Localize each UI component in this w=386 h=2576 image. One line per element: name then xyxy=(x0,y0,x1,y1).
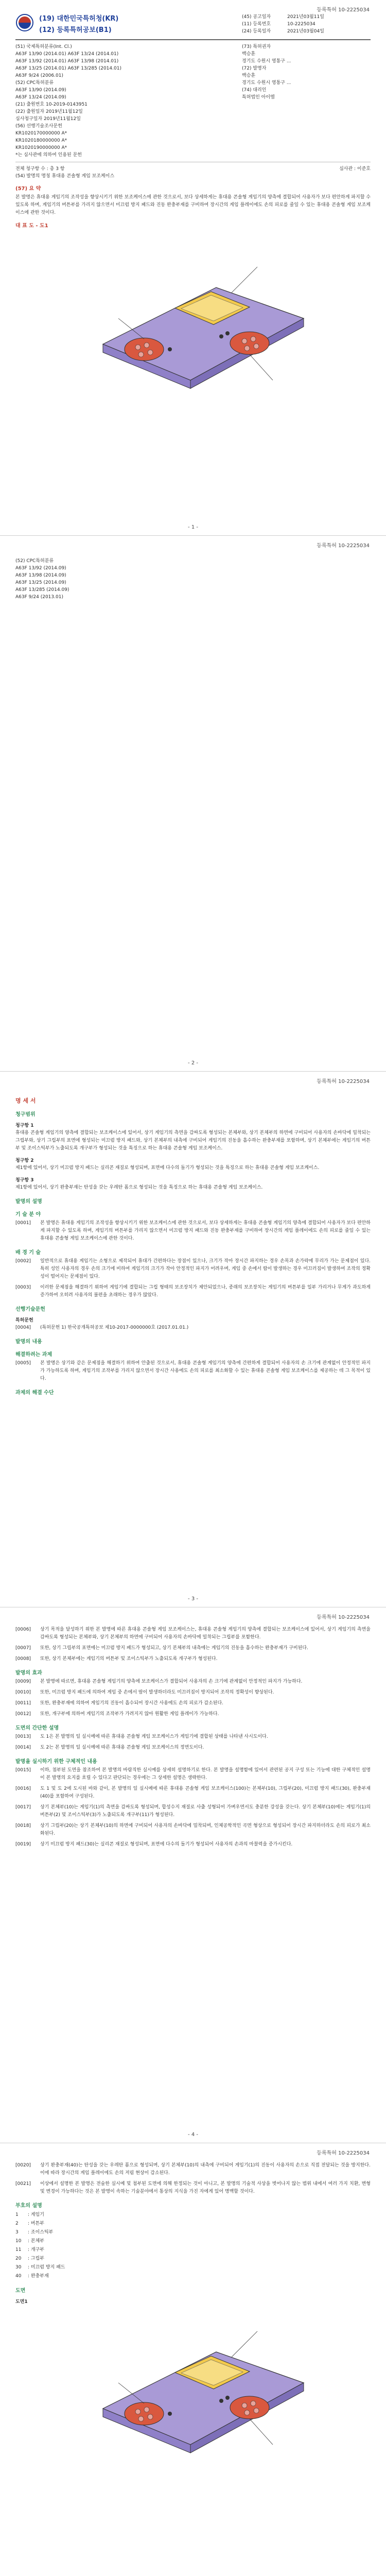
reg-date-value: 2021년03월04일 xyxy=(287,29,324,34)
paragraph xyxy=(15,1258,371,1281)
representative-figure xyxy=(15,231,371,401)
effect-heading: 발명의 효과 xyxy=(15,1670,42,1676)
paragraph-text: 일반적으로 휴대용 게임기는 소형으로 제작되어 휴대가 간편하다는 장점이 있으나, 크기가 작아 장시간 파지하는 경우 손목과 손가락에 무리가 가는 문제점이 있다. 특히 성인 사용자의 경우 손의 크기에 비하여 게임기의 크기가 작아 안정적인 파지가 어려우며, 게임 중 손에서 땀이 발생하는 경우 미끄러짐이 발생하여 조작의 정확성이 떨어지는 문제점이 있다. xyxy=(40,1259,371,1279)
paragraph-text: 또한, 완충부재에 의하여 게임기의 진동이 흡수되어 장시간 사용에도 손의 피로가 감소된다. xyxy=(40,1701,224,1706)
paragraph-number: [0008] xyxy=(15,1656,31,1662)
biblio-line: 백승훈 xyxy=(242,73,256,78)
representative-figure-heading: 대 표 도 - 도1 xyxy=(15,223,48,229)
paragraph xyxy=(15,1645,371,1652)
sign-number: 3 xyxy=(15,2230,19,2235)
paragraph xyxy=(15,1733,371,1741)
doc-number: 등록특허 10-2225034 xyxy=(317,543,370,549)
paragraph xyxy=(15,1785,371,1801)
description-heading: 발명의 설명 xyxy=(15,1199,42,1205)
biblio-line: A63F 13/25 (2014.01) A63F 13/285 (2014.01) xyxy=(15,66,121,71)
bibliographic-data xyxy=(15,43,371,159)
paragraph-number: [0003] xyxy=(15,1285,31,1290)
cpc-line: A63F 13/98 (2014.09) xyxy=(15,573,66,578)
sign-number: 1 xyxy=(15,2212,19,2217)
page-1 xyxy=(0,0,386,536)
page-number: - 1 - xyxy=(188,524,198,530)
paragraph-number: [0011] xyxy=(15,1701,31,1706)
paragraph-number: [0004] xyxy=(15,1325,31,1330)
cpc-line: A63F 13/285 (2014.09) xyxy=(15,587,69,592)
claim-2-text: 제1항에 있어서, 상기 미끄럼 방지 패드는 실리콘 재질로 형성되며, 표면에 다수의 돌기가 형성되는 것을 특징으로 하는 휴대용 콘솔형 게임 보조케이스. xyxy=(15,1165,320,1171)
problem-heading: 해결하려는 과제 xyxy=(15,1352,52,1358)
biblio-line: (73) 특허권자 xyxy=(242,44,271,49)
biblio-line: KR1020180000000 A* xyxy=(15,138,67,143)
paragraph-number: [0001] xyxy=(15,1221,31,1226)
biblio-line: (74) 대리인 xyxy=(242,88,267,93)
paragraph-number: [0016] xyxy=(15,1786,31,1791)
biblio-line: (22) 출원일자 2019년11월12일 xyxy=(15,109,83,114)
paragraph-number: [0013] xyxy=(15,1734,31,1739)
sign-text: : 미끄럼 방지 패드 xyxy=(28,2265,65,2270)
paragraph-number: [0020] xyxy=(15,2163,31,2168)
detailed-description-heading: 발명을 실시하기 위한 구체적인 내용 xyxy=(15,1759,97,1765)
paragraph xyxy=(15,1689,371,1697)
office-name: (19) 대한민국특허청(KR) xyxy=(39,15,119,23)
biblio-line: 심사청구일자 2019년11월12일 xyxy=(15,116,81,122)
sign-text: : 조이스틱부 xyxy=(28,2230,54,2235)
claim-3-text: 제1항에 있어서, 상기 완충부재는 탄성을 갖는 우레탄 폼으로 형성되는 것을 특징으로 하는 휴대용 콘솔형 게임 보조케이스. xyxy=(15,1185,263,1190)
claim-1-text: 휴대용 콘솔형 게임기의 양측에 결합되는 보조케이스에 있어서, 상기 게임기의 측면을 감싸도록 형성되는 본체부와, 상기 본체부의 하면에 구비되어 사용자의 손바닥에 밀착되는 그립부와, 상기 그립부의 표면에 형성되는 미끄럼 방지 패드와, 상기 본체부의 내측에 구비되어 게임기의 진동을 흡수하는 완충부재를 포함하며, 상기 본체부에는 게임기의 버튼부 및 조이스틱부가 노출되도록 개구부가 형성되는 것을 특징으로 하는 휴대용 콘솔형 게임 보조케이스. xyxy=(15,1130,371,1151)
sign-number: 10 xyxy=(15,2239,22,2244)
paragraph xyxy=(15,1700,371,1707)
cpc-line: A63F 13/92 (2014.09) xyxy=(15,566,66,571)
paragraph-text: 또한, 개구부에 의하여 게임기의 조작부가 가려지지 않아 원활한 게임 플레이가 가능하다. xyxy=(40,1711,219,1717)
biblio-line: KR1020170000000 A* xyxy=(15,131,67,136)
cpc-list xyxy=(15,557,371,601)
claims-heading: 청구범위 xyxy=(15,1112,36,1117)
paragraph xyxy=(15,1744,371,1752)
sign-item xyxy=(15,2228,371,2237)
pub-date-value: 2021년03월11일 xyxy=(287,14,324,20)
paragraph xyxy=(15,1710,371,1718)
paragraph xyxy=(15,1324,371,1332)
specification-heading: 명 세 서 xyxy=(15,1097,36,1104)
invention-title: (54) 발명의 명칭 휴대용 콘솔형 게임 보조케이스 xyxy=(15,174,115,179)
sign-item xyxy=(15,2219,371,2228)
sign-item xyxy=(15,2272,371,2281)
page-5 xyxy=(0,2143,386,2576)
brief-drawings-heading: 도면의 간단한 설명 xyxy=(15,1725,59,1731)
field-heading: 기 술 분 야 xyxy=(15,1212,41,1217)
claim-2-heading: 청구항 2 xyxy=(15,1158,34,1163)
page-4 xyxy=(0,1607,386,2143)
paragraph xyxy=(15,1655,371,1663)
paragraph xyxy=(15,1822,371,1838)
biblio-left xyxy=(15,43,242,159)
paragraph-text: 이상에서 설명한 본 발명은 전술한 실시예 및 첨부된 도면에 의해 한정되는 것이 아니고, 본 발명의 기술적 사상을 벗어나지 않는 범위 내에서 여러 가지 치환, 변형 및 변경이 가능하다는 것은 본 발명이 속하는 기술분야에서 통상의 지식을 가진 자에게 있어 명백할 것이다. xyxy=(40,2181,371,2194)
paragraph xyxy=(15,2162,371,2177)
claims-count: 전체 청구항 수 : 총 3 항 xyxy=(15,166,65,172)
biblio-line: A63F 13/92 (2014.01) A63F 13/98 (2014.01) xyxy=(15,59,119,64)
paragraph-number: [0015] xyxy=(15,1768,31,1773)
paragraph xyxy=(15,1804,371,1819)
paragraph-text: 이러한 문제점을 해결하기 위하여 게임기에 결합되는 그립 형태의 보조장치가 제안되었으나, 종래의 보조장치는 게임기의 버튼부를 일부 가리거나 무게가 과도하게 증가하여 오히려 사용자의 불편을 초래하는 경우가 많았다. xyxy=(40,1285,371,1298)
paragraph xyxy=(15,1767,371,1782)
doc-number: 등록특허 10-2225034 xyxy=(317,1079,370,1084)
paragraph-text: 상기 본체부(10)는 게임기(1)의 측면을 감싸도록 형성되며, 합성수지 재질로 사출 성형되어 가벼우면서도 충분한 강성을 갖는다. 상기 본체부(10)에는 게임기(1)의 버튼부(2) 및 조이스틱부(3)가 노출되도록 개구부(11)가 형성된다. xyxy=(40,1805,371,1818)
biblio-line: *는 심사관에 의하여 인용된 문헌 xyxy=(15,152,82,158)
paragraph xyxy=(15,1360,371,1383)
abstract-text: 본 발명은 휴대용 게임기의 조작성을 향상시키기 위한 보조케이스에 관한 것으로서, 보다 상세하게는 휴대용 콘솔형 게임기의 양측에 결합되어 사용자가 보다 편안하게 파지할 수 있도록 하며, 게임기의 버튼부를 가리지 않으면서 미끄럼 방지 패드와 진동 완충부재를 구비하여 장시간의 게임 플레이에도 손의 피로를 줄일 수 있는 휴대용 콘솔형 게임 보조케이스에 관한 것이다. xyxy=(15,195,371,215)
patent-literature-heading: 특허문헌 xyxy=(15,1318,33,1323)
paragraph-text: 또한, 미끄럼 방지 패드에 의하여 게임 중 손에서 땀이 발생하더라도 미끄러짐이 방지되어 조작의 정확성이 향상된다. xyxy=(40,1690,274,1695)
paragraph-text: 도 2는 본 발명의 일 실시예에 따른 휴대용 콘솔형 게임 보조케이스의 정면도이다. xyxy=(40,1745,204,1750)
biblio-line: 백승훈 xyxy=(242,52,256,57)
paragraph-number: [0010] xyxy=(15,1690,31,1695)
sign-item xyxy=(15,2211,371,2219)
biblio-line: A63F 9/24 (2006.01) xyxy=(15,73,63,78)
biblio-right xyxy=(242,43,371,159)
sign-text: : 완충부재 xyxy=(28,2274,49,2279)
pub-date-label: (45) 공고일자 xyxy=(242,14,271,20)
paragraph-number: [0009] xyxy=(15,1679,31,1684)
page-number: - 3 - xyxy=(188,1596,198,1602)
claim-3-heading: 청구항 3 xyxy=(15,1178,34,1183)
biblio-line: (51) 국제특허분류(Int. Cl.) xyxy=(15,44,72,49)
drawings-heading: 도면 xyxy=(15,2288,26,2294)
sign-text: : 그립부 xyxy=(28,2256,44,2261)
sign-item xyxy=(15,2255,371,2263)
biblio-line: A63F 13/24 (2014.09) xyxy=(15,95,66,100)
paragraph-text: (특허문헌 1) 한국공개특허공보 제10-2017-0000000호 (2017.01.01.) xyxy=(40,1325,189,1330)
cpc-line: (52) CPC특허분류 xyxy=(15,558,54,564)
sign-number: 40 xyxy=(15,2274,22,2279)
content-heading: 발명의 내용 xyxy=(15,1339,42,1345)
biblio-line: 경기도 수원시 영통구 ... xyxy=(242,80,291,86)
page-2 xyxy=(0,536,386,1072)
biblio-line: 특허법인 아이엠 xyxy=(242,95,275,100)
paragraph-text: 도 1은 본 발명의 일 실시예에 따른 휴대용 콘솔형 게임 보조케이스가 게임기에 결합된 상태를 나타낸 사시도이다. xyxy=(40,1734,268,1739)
paragraph xyxy=(15,1626,371,1641)
reg-number-value: 10-2225034 xyxy=(287,22,315,27)
page-3 xyxy=(0,1072,386,1607)
paragraph-text: 상기 완충부재(40)는 탄성을 갖는 우레탄 폼으로 형성되며, 상기 본체부(10)의 내측에 구비되어 게임기(1)의 진동이 사용자의 손으로 직접 전달되는 것을 방지한다. 이에 따라 장시간의 게임 플레이에도 손의 저림 현상이 감소된다. xyxy=(40,2163,371,2176)
sign-number: 20 xyxy=(15,2256,22,2261)
background-heading: 배 경 기 술 xyxy=(15,1250,41,1256)
paragraph xyxy=(15,1678,371,1686)
sign-number: 2 xyxy=(15,2221,19,2226)
cpc-line: A63F 13/25 (2014.09) xyxy=(15,580,66,585)
paragraph-text: 본 발명에 따르면, 휴대용 콘솔형 게임기의 양측에 보조케이스가 결합되어 사용자의 손 크기에 관계없이 안정적인 파지가 가능하다. xyxy=(40,1679,303,1684)
paragraph-text: 도 1 및 도 2에 도시된 바와 같이, 본 발명의 일 실시예에 따른 휴대용 콘솔형 게임 보조케이스(100)는 본체부(10), 그립부(20), 미끄럼 방지 패드(30), 완충부재(40)를 포함하여 구성된다. xyxy=(40,1786,371,1799)
paragraph xyxy=(15,2180,371,2196)
paragraph-number: [0018] xyxy=(15,1823,31,1828)
sign-item xyxy=(15,2237,371,2246)
paragraph-number: [0017] xyxy=(15,1805,31,1810)
reg-number-label: (11) 등록번호 xyxy=(242,22,271,27)
paragraph-text: 또한, 상기 본체부에는 게임기의 버튼부 및 조이스틱부가 노출되도록 개구부가 형성된다. xyxy=(40,1656,218,1662)
examiner: 심사관 : 이준호 xyxy=(339,166,371,172)
paragraph-number: [0021] xyxy=(15,2181,31,2187)
paragraph-number: [0019] xyxy=(15,1842,31,1847)
paragraph-text: 이하, 첨부된 도면을 참조하여 본 발명의 바람직한 실시예를 상세히 설명하기로 한다. 본 발명을 설명함에 있어서 관련된 공지 구성 또는 기능에 대한 구체적인 설명이 본 발명의 요지를 흐릴 수 있다고 판단되는 경우에는 그 상세한 설명은 생략한다. xyxy=(40,1768,371,1781)
biblio-line: (72) 발명자 xyxy=(242,66,267,71)
paragraph xyxy=(15,1284,371,1299)
paragraph-number: [0007] xyxy=(15,1646,31,1651)
sign-description-heading: 부호의 설명 xyxy=(15,2203,42,2209)
claim-1-heading: 청구항 1 xyxy=(15,1123,34,1128)
sign-item xyxy=(15,2246,371,2255)
sign-text: : 본체부 xyxy=(28,2239,44,2244)
paragraph-number: [0005] xyxy=(15,1361,31,1366)
header-info xyxy=(242,13,371,35)
paragraph-number: [0014] xyxy=(15,1745,31,1750)
paragraph-text: 본 발명은 상기와 같은 문제점을 해결하기 위하여 안출된 것으로서, 휴대용 콘솔형 게임기의 양측에 간편하게 결합되어 사용자의 손 크기에 관계없이 안정적인 파지가 가능하도록 하며, 게임기의 조작부를 가리지 않으면서 장시간 사용에도 손의 피로를 최소화할 수 있는 휴대용 콘솔형 게임 보조케이스를 제공하는 데 그 목적이 있다. xyxy=(40,1361,371,1381)
paragraph-number: [0002] xyxy=(15,1259,31,1264)
page-number: - 2 - xyxy=(188,1060,198,1066)
sign-list xyxy=(15,2211,371,2281)
sign-text: : 버튼부 xyxy=(28,2221,44,2226)
biblio-line: KR1020190000000 A* xyxy=(15,145,67,150)
paragraph-number: [0012] xyxy=(15,1711,31,1717)
biblio-line: (52) CPC특허분류 xyxy=(15,80,54,86)
doc-number: 등록특허 10-2225034 xyxy=(317,7,370,13)
paragraph-text: 상기 그립부(20)는 상기 본체부(10)의 하면에 구비되어 사용자의 손바닥에 밀착되며, 인체공학적인 곡면 형상으로 형성되어 장시간 파지하더라도 손의 피로가 최소화된다. xyxy=(40,1823,371,1836)
page-number: - 4 - xyxy=(188,2132,198,2138)
cpc-line: A63F 9/24 (2013.01) xyxy=(15,595,63,600)
sign-item xyxy=(15,2263,371,2272)
paragraph xyxy=(15,1841,371,1849)
paragraph xyxy=(15,1219,371,1243)
prior-art-heading: 선행기술문헌 xyxy=(15,1307,45,1312)
kipo-logo-icon xyxy=(15,13,34,32)
publication-type: (12) 등록특허공보(B1) xyxy=(39,26,112,34)
paragraph-text: 상기 목적을 달성하기 위한 본 발명에 따른 휴대용 콘솔형 게임 보조케이스는, 휴대용 콘솔형 게임기의 양측에 결합되는 보조케이스에 있어서, 상기 게임기의 측면을 감싸도록 형성되는 본체부와, 상기 본체부의 하면에 구비되어 사용자의 손바닥에 밀착되는 그립부를 포함한다. xyxy=(40,1627,371,1640)
biblio-line: A63F 13/90 (2014.09) xyxy=(15,88,66,93)
doc-number: 등록특허 10-2225034 xyxy=(317,1615,370,1620)
sign-number: 30 xyxy=(15,2265,22,2270)
solution-heading: 과제의 해결 수단 xyxy=(15,1390,54,1396)
biblio-line: 경기도 수원시 영통구 ... xyxy=(242,59,291,64)
sign-number: 11 xyxy=(15,2247,22,2252)
biblio-line: A63F 13/90 (2014.01) A63F 13/24 (2014.01) xyxy=(15,52,119,57)
figure-1 xyxy=(15,2306,371,2460)
figure-1-heading: 도면1 xyxy=(15,2299,28,2304)
reg-date-label: (24) 등록일자 xyxy=(242,29,271,34)
doc-number: 등록특허 10-2225034 xyxy=(317,2150,370,2156)
paragraph-text: 상기 미끄럼 방지 패드(30)는 실리콘 재질로 형성되며, 표면에 다수의 돌기가 형성되어 사용자의 손과의 마찰력을 증가시킨다. xyxy=(40,1842,293,1847)
biblio-line: (56) 선행기술조사문헌 xyxy=(15,124,62,129)
sign-text: : 게임기 xyxy=(28,2212,44,2217)
biblio-line: (21) 출원번호 10-2019-0143951 xyxy=(15,102,87,107)
abstract-heading: (57) 요 약 xyxy=(15,186,41,192)
paragraph-text: 또한, 상기 그립부의 표면에는 미끄럼 방지 패드가 형성되고, 상기 본체부의 내측에는 게임기의 진동을 흡수하는 완충부재가 구비된다. xyxy=(40,1646,308,1651)
patent-header xyxy=(15,13,371,36)
sign-text: : 개구부 xyxy=(28,2247,44,2252)
paragraph-number: [0006] xyxy=(15,1627,31,1632)
paragraph-text: 본 발명은 휴대용 게임기의 조작성을 향상시키기 위한 보조케이스에 관한 것으로서, 보다 상세하게는 휴대용 콘솔형 게임기의 양측에 결합되어 사용자가 보다 편안하게 파지할 수 있도록 하며, 게임기의 버튼부를 가리지 않으면서 미끄럼 방지 패드와 진동 완충부재를 구비하여 장시간의 게임 플레이에도 손의 피로를 줄일 수 있는 휴대용 콘솔형 게임 보조케이스에 관한 것이다. xyxy=(40,1221,371,1241)
